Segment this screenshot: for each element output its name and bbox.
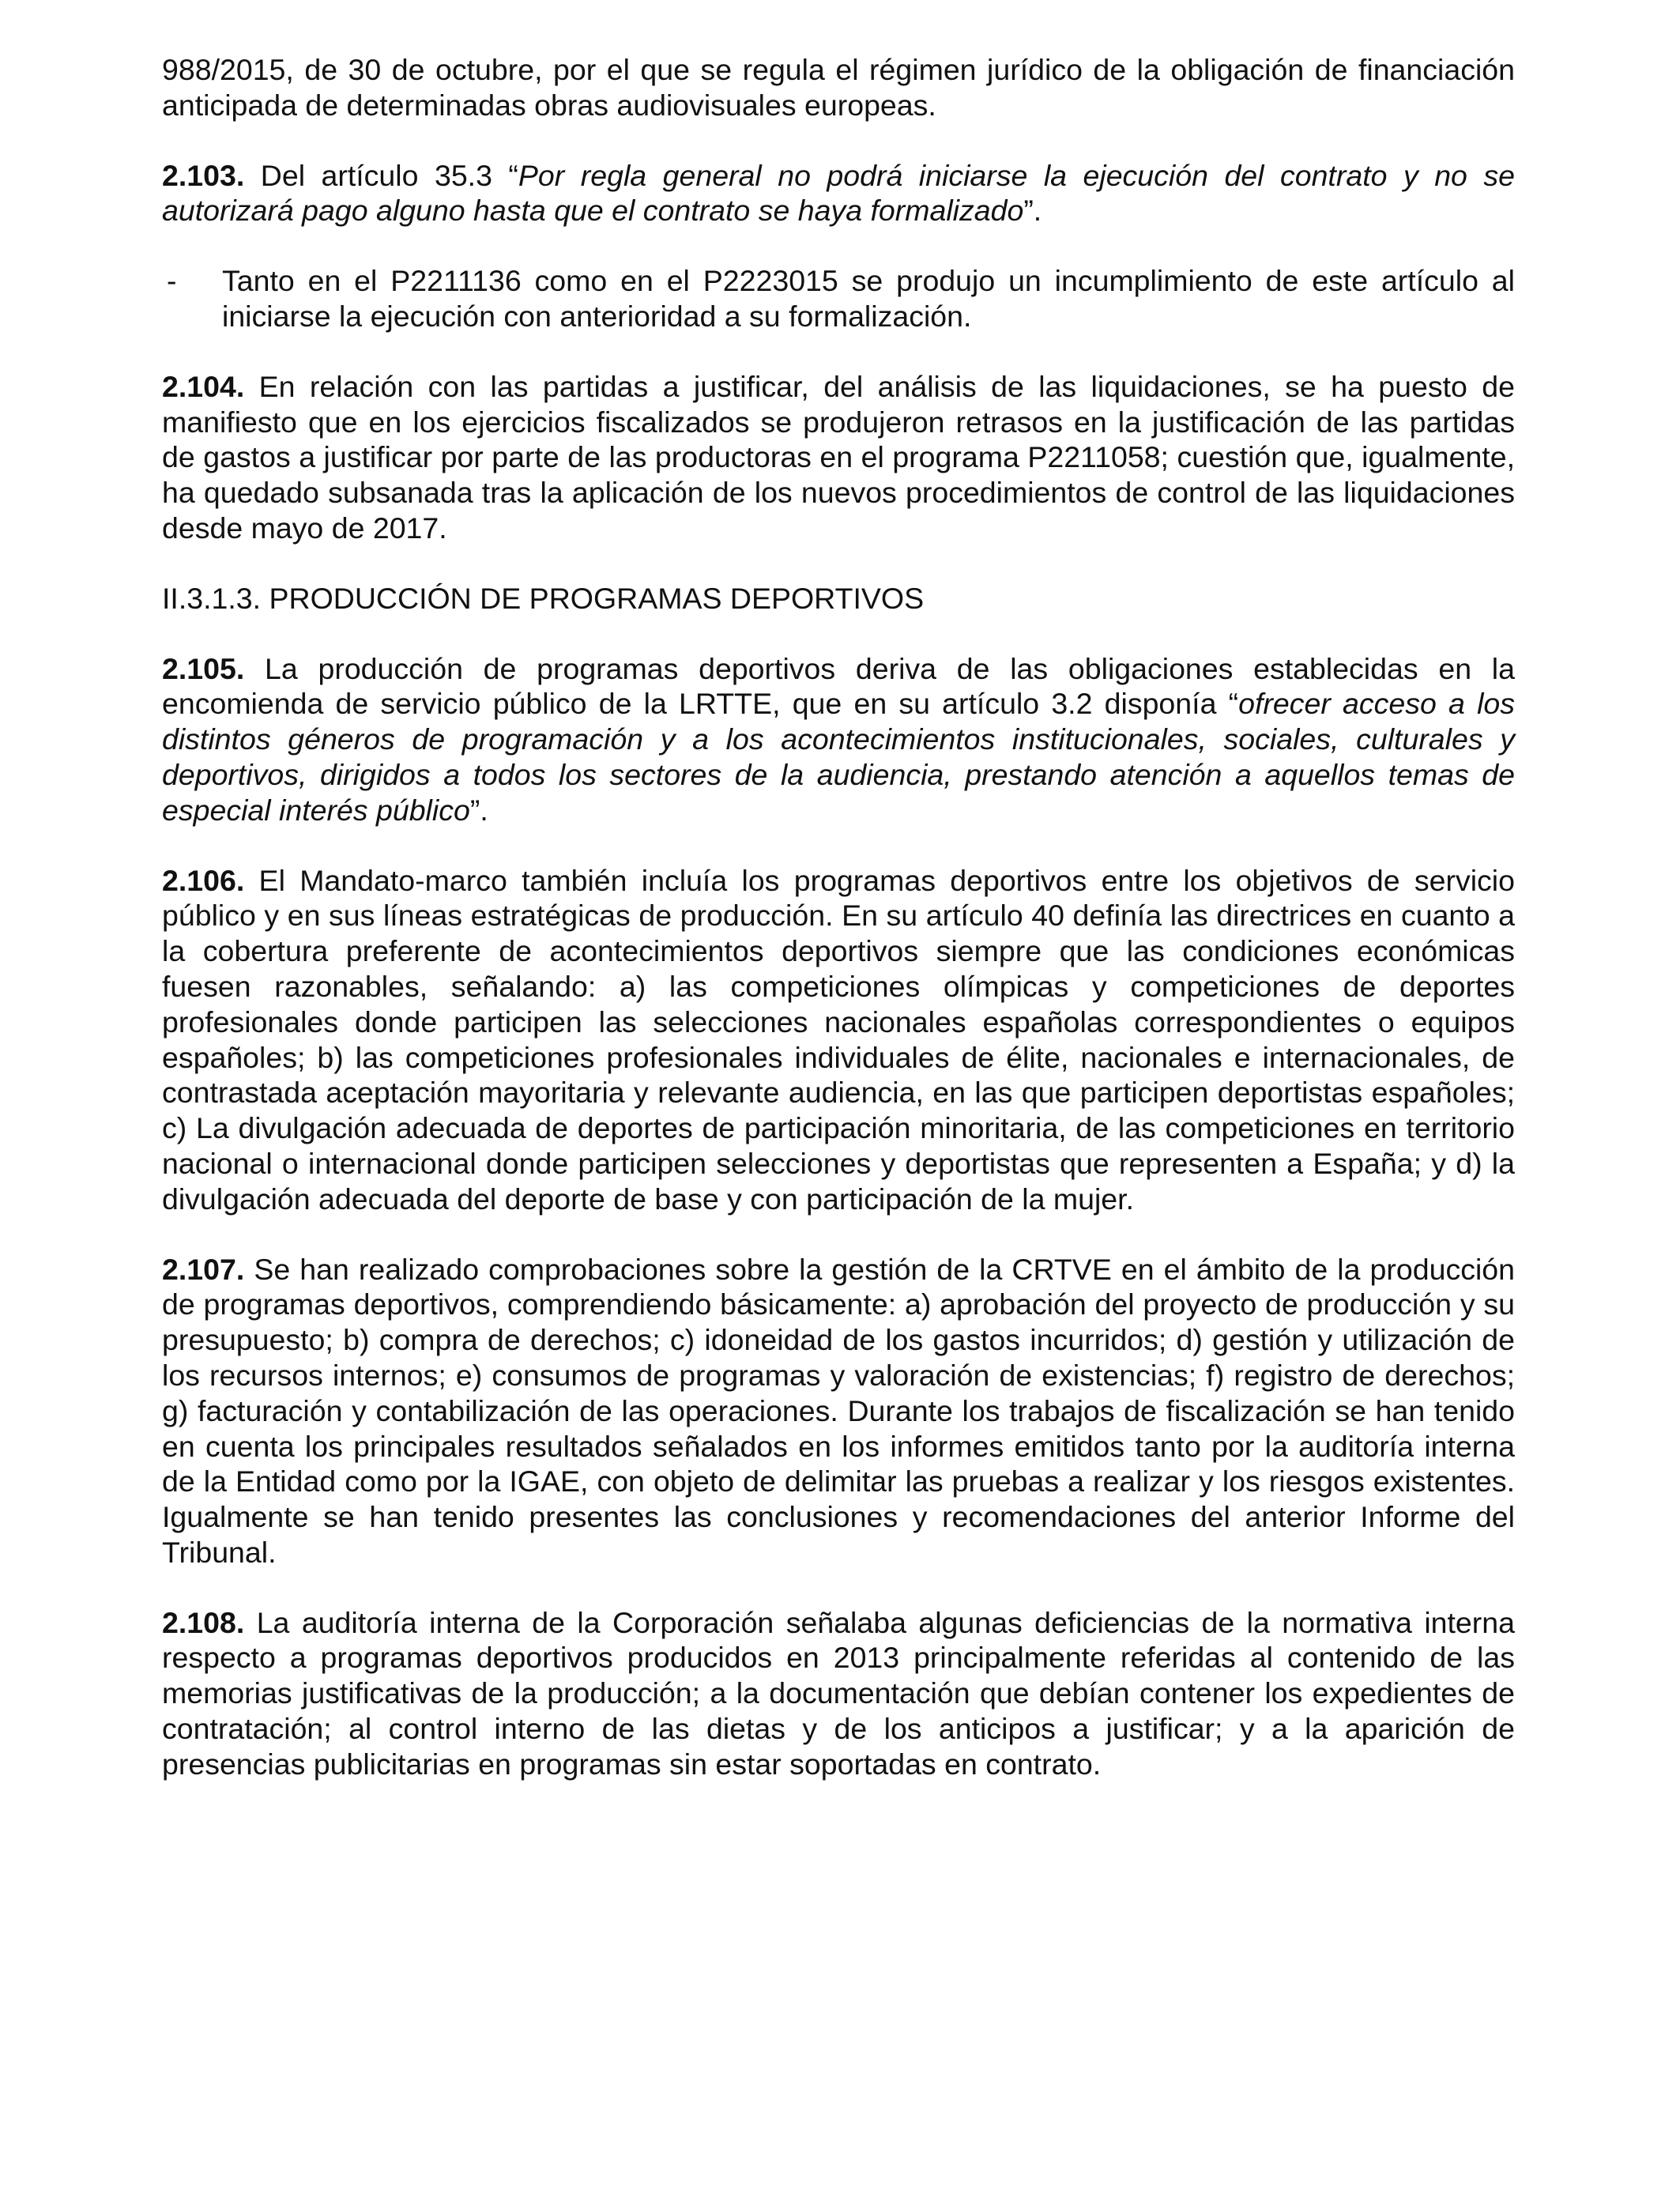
paragraph-text: La auditoría interna de la Corporación señalaba algunas deficiencias de la normativa interna respecto a programas deportivos producidos en 2013 principalmente referidas al contenido de las memorias justificativas de la producción; a la documentación que debían contener los expedientes de contratación; al control interno de las dietas y de los anticipos a justificar; y a la aparición de presencias publicitarias en programas sin estar soportadas en contrato.	[162, 1605, 1515, 1781]
paragraph-2-104	[162, 369, 1515, 546]
paragraph-intro	[162, 52, 1515, 123]
paragraph-2-103	[162, 158, 1515, 229]
paragraph-2-105	[162, 651, 1515, 828]
paragraph-number: 2.104.	[162, 369, 245, 403]
paragraph-text: 988/2015, de 30 de octubre, por el que se regula el régimen jurídico de la obligación de financiación anticipada de determinadas obras audiovisuales europeas.	[162, 53, 1515, 122]
legal-quote: ofrecer acceso a los distintos géneros de programación y a los acontecimientos institucionales, sociales, culturales y deportivos, dirigidos a todos los sectores de la audiencia, prestando atención a aquellos temas de especial interés público	[162, 687, 1516, 827]
document-page	[162, 52, 1515, 1817]
bullet-text: Tanto en el P2211136 como en el P2223015 se produjo un incumplimiento de este artículo al iniciarse la ejecución con anterioridad a su formalización.	[222, 264, 1515, 333]
paragraph-2-107	[162, 1252, 1515, 1570]
paragraph-2-106	[162, 863, 1515, 1217]
paragraph-text: Del artículo 35.3 “	[244, 158, 518, 192]
paragraph-number: 2.106.	[162, 863, 245, 897]
section-heading: II.3.1.3. PRODUCCIÓN DE PROGRAMAS DEPORTIVOS	[162, 581, 925, 615]
paragraph-text: En relación con las partidas a justificar, del análisis de las liquidaciones, se ha puesto de manifiesto que en los ejercicios fiscalizados se produjeron retrasos en la justificación de las partidas de gastos a justificar por parte de las productoras en el programa P2211058; cuestión que, igualmente, ha quedado subsanada tras la aplicación de los nuevos procedimientos de control de las liquidaciones desde mayo de 2017.	[162, 369, 1515, 545]
paragraph-number: 2.103.	[162, 158, 245, 192]
paragraph-number: 2.105.	[162, 651, 245, 685]
paragraph-text: La producción de programas deportivos deriva de las obligaciones establecidas en la encomienda de servicio público de la LRTTE, que en su artículo 3.2 disponía “	[162, 651, 1515, 721]
paragraph-text-end: ”.	[469, 793, 488, 827]
legal-quote: Por regla general no podrá iniciarse la ejecución del contrato y no se autorizará pago alguno hasta que el contrato se haya formalizado	[162, 158, 1515, 228]
bullet-item	[162, 263, 1515, 334]
paragraph-2-108	[162, 1605, 1515, 1782]
paragraph-text-end: ”.	[1023, 194, 1042, 228]
paragraph-text: Se han realizado comprobaciones sobre la gestión de la CRTVE en el ámbito de la producción de programas deportivos, comprendiendo básicamente: a) aprobación del proyecto de producción y su presupuesto; b) compra de derechos; c) idoneidad de los gastos incurridos; d) gestión y utilización de los recursos internos; e) consumos de programas y valoración de existencias; f) registro de derechos; g) facturación y contabilización de las operaciones. Durante los trabajos de fiscalización se han tenido en cuenta los principales resultados señalados en los informes emitidos tanto por la auditoría interna de la Entidad como por la IGAE, con objeto de delimitar las pruebas a realizar y los riesgos existentes. Igualmente se han tenido presentes las conclusiones y recomendaciones del anterior Informe del Tribunal.	[162, 1252, 1515, 1569]
bullet-dash: -	[167, 264, 177, 298]
paragraph-number: 2.107.	[162, 1252, 245, 1286]
paragraph-text: El Mandato-marco también incluía los programas deportivos entre los objetivos de servicio público y en sus líneas estratégicas de producción. En su artículo 40 definía las directrices en cuanto a la cobertura preferente de acontecimientos deportivos siempre que las condiciones económicas fuesen razonables, señalando: a) las competiciones olímpicas y competiciones de deportes profesionales donde participen las selecciones nacionales españolas correspondientes o equipos españoles; b) las competiciones profesionales individuales de élite, nacionales e internacionales, de contrastada aceptación mayoritaria y relevante audiencia, en las que participen deportistas españoles; c) La divulgación adecuada de deportes de participación minoritaria, de las competiciones en territorio nacional o internacional donde participen selecciones y deportistas que representen a España; y d) la divulgación adecuada del deporte de base y con participación de la mujer.	[162, 863, 1515, 1216]
paragraph-number: 2.108.	[162, 1605, 245, 1639]
